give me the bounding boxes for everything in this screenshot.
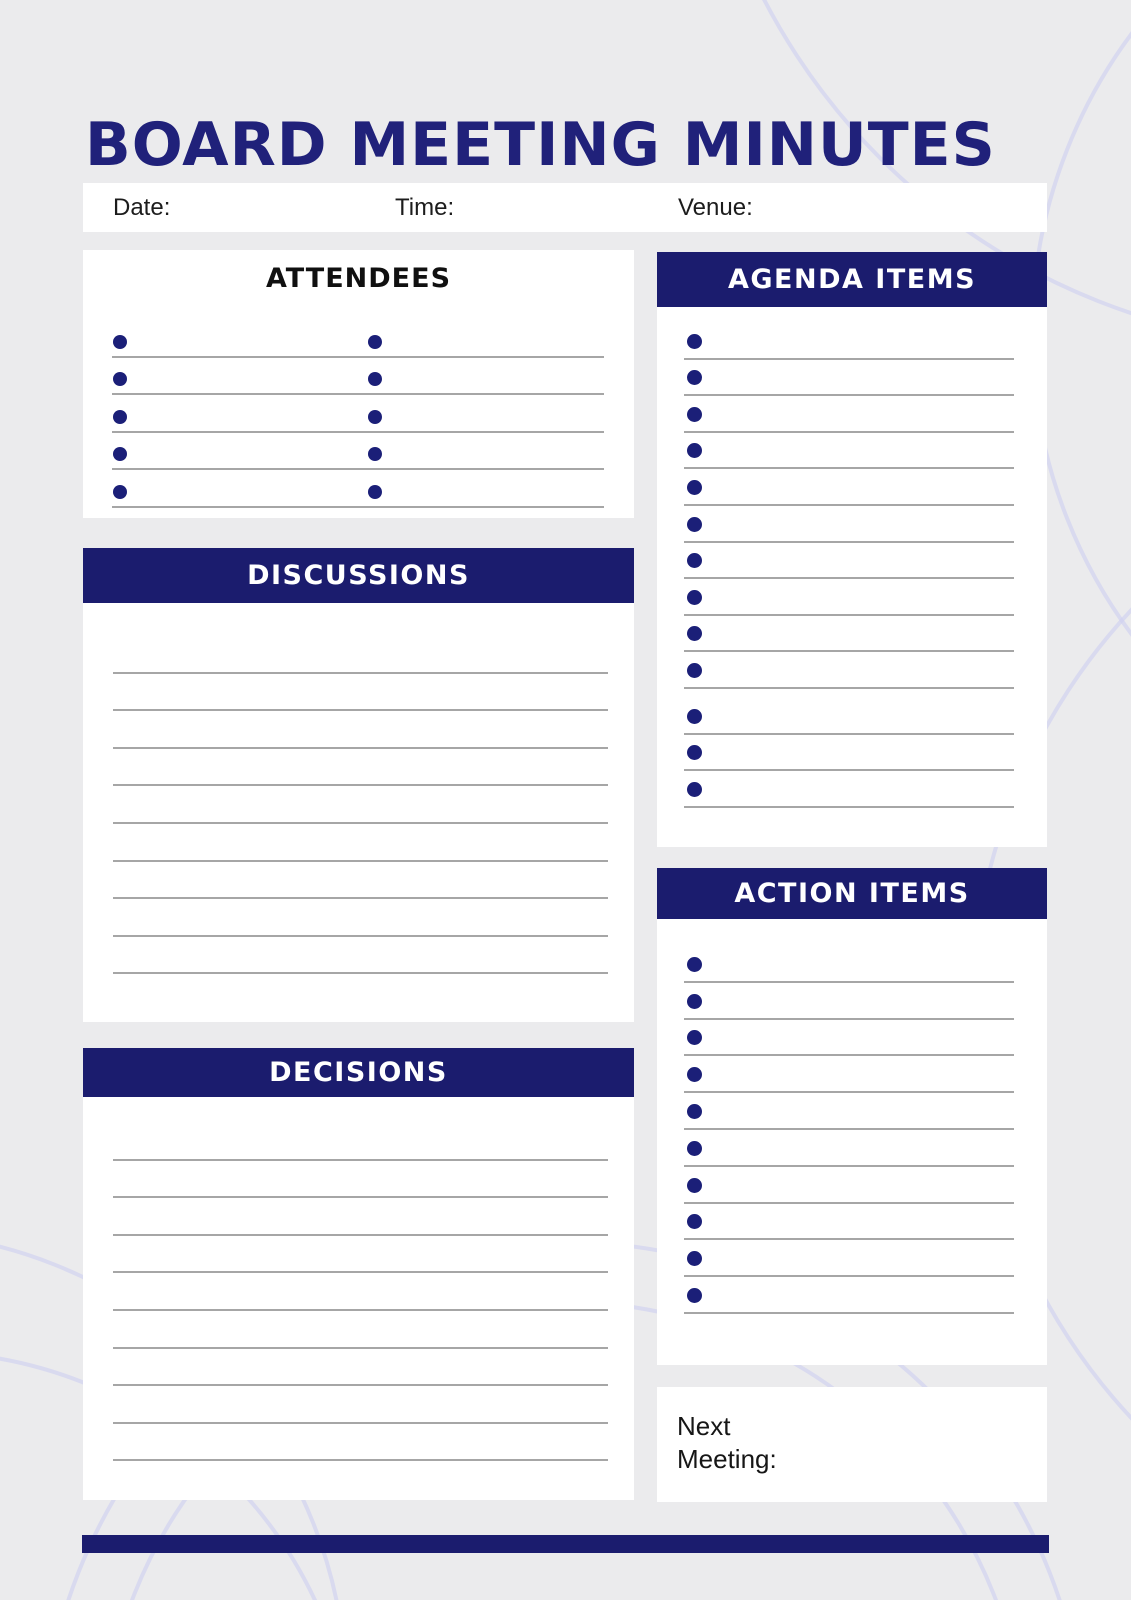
bullet-icon [687, 626, 702, 641]
date-label: Date: [113, 194, 171, 221]
list-item [684, 360, 1014, 397]
ruled-line[interactable] [113, 1273, 608, 1311]
ruled-line[interactable] [113, 749, 608, 787]
bullet-icon [687, 957, 702, 972]
list-item [684, 396, 1014, 433]
list-item [684, 983, 1014, 1020]
ruled-line[interactable] [113, 1349, 608, 1387]
decisions-title: DECISIONS [269, 1057, 448, 1088]
bullet-icon [687, 1030, 702, 1045]
ruled-line[interactable] [113, 1236, 608, 1274]
bullet-icon [687, 1214, 702, 1229]
bullet-icon [687, 1067, 702, 1082]
ruled-line[interactable] [113, 862, 608, 900]
list-item [684, 433, 1014, 470]
ruled-line[interactable] [113, 636, 608, 674]
agenda-items-header [657, 252, 1047, 307]
bullet-icon [687, 1251, 702, 1266]
page-title: BOARD MEETING MINUTES [85, 110, 996, 181]
action-items-title: ACTION ITEMS [734, 878, 970, 909]
ruled-line[interactable] [113, 674, 608, 712]
decisions-lines [113, 1123, 608, 1461]
ruled-line[interactable] [113, 937, 608, 975]
ruled-line[interactable] [113, 1123, 608, 1161]
bullet-icon [113, 335, 127, 349]
bullet-icon [368, 485, 382, 499]
list-item [684, 323, 1014, 360]
bullet-icon [687, 1288, 702, 1303]
agenda-items-panel [657, 307, 1047, 847]
list-item [684, 771, 1014, 808]
discussions-title: DISCUSSIONS [247, 560, 470, 591]
attendees-panel [83, 250, 634, 518]
bullet-icon [687, 709, 702, 724]
attendee-fill-line[interactable] [112, 506, 604, 508]
ruled-line[interactable] [113, 1198, 608, 1236]
list-item [684, 1056, 1014, 1093]
action-items [684, 946, 1014, 1314]
item-fill-line[interactable] [684, 1312, 1014, 1314]
discussions-lines [113, 636, 608, 974]
bullet-icon [368, 335, 382, 349]
meeting-meta-bar [83, 183, 1047, 232]
bullet-icon [687, 782, 702, 797]
list-item [684, 735, 1014, 772]
ruled-line[interactable] [113, 786, 608, 824]
list-item [684, 1020, 1014, 1057]
bullet-icon [687, 994, 702, 1009]
ruled-line[interactable] [113, 824, 608, 862]
list-item [684, 469, 1014, 506]
list-item [684, 1093, 1014, 1130]
bullet-icon [113, 485, 127, 499]
agenda-items [684, 323, 1014, 808]
item-fill-line[interactable] [684, 806, 1014, 808]
bullet-icon [368, 447, 382, 461]
ruled-line[interactable] [113, 711, 608, 749]
bullet-icon [687, 1141, 702, 1156]
discussions-panel [83, 603, 634, 1022]
discussions-header [83, 548, 634, 603]
list-item [684, 1240, 1014, 1277]
decisions-header [83, 1048, 634, 1097]
ruled-line[interactable] [113, 1424, 608, 1462]
list-item [684, 616, 1014, 653]
list-item [684, 1167, 1014, 1204]
attendee-rows [112, 320, 604, 508]
bullet-icon [687, 517, 702, 532]
list-item [684, 698, 1014, 735]
action-items-header [657, 868, 1047, 919]
bullet-icon [687, 745, 702, 760]
item-fill-line[interactable] [684, 687, 1014, 689]
next-meeting-label: Next Meeting: [677, 1411, 777, 1474]
decisions-panel [83, 1097, 634, 1500]
attendees-title: ATTENDEES [265, 263, 452, 294]
list-item [684, 946, 1014, 983]
ruled-line[interactable] [113, 1386, 608, 1424]
bullet-icon [113, 372, 127, 386]
bullet-icon [687, 443, 702, 458]
bullet-icon [687, 1104, 702, 1119]
bullet-icon [687, 553, 702, 568]
ruled-line[interactable] [113, 899, 608, 937]
bullet-icon [687, 370, 702, 385]
bullet-icon [368, 372, 382, 386]
list-item [684, 652, 1014, 689]
bullet-icon [687, 334, 702, 349]
bullet-icon [113, 410, 127, 424]
bottom-accent-bar [82, 1535, 1049, 1553]
attendee-row [112, 320, 604, 358]
venue-label: Venue: [678, 194, 753, 221]
attendee-row [112, 358, 604, 396]
list-item [684, 579, 1014, 616]
bullet-icon [368, 410, 382, 424]
agenda-items-title: AGENDA ITEMS [727, 264, 977, 295]
list-item [684, 1130, 1014, 1167]
list-item [684, 1277, 1014, 1314]
bullet-icon [113, 447, 127, 461]
action-items-panel [657, 919, 1047, 1365]
attendee-row [112, 395, 604, 433]
bullet-icon [687, 407, 702, 422]
bullet-icon [687, 590, 702, 605]
ruled-line[interactable] [113, 1161, 608, 1199]
attendee-row [112, 470, 604, 508]
list-item [684, 543, 1014, 580]
attendee-row [112, 433, 604, 471]
list-item [684, 1204, 1014, 1241]
time-label: Time: [395, 194, 455, 221]
list-item [684, 506, 1014, 543]
bullet-icon [687, 480, 702, 495]
ruled-line[interactable] [113, 1311, 608, 1349]
bullet-icon [687, 663, 702, 678]
bullet-icon [687, 1178, 702, 1193]
next-meeting-panel [657, 1387, 1047, 1502]
